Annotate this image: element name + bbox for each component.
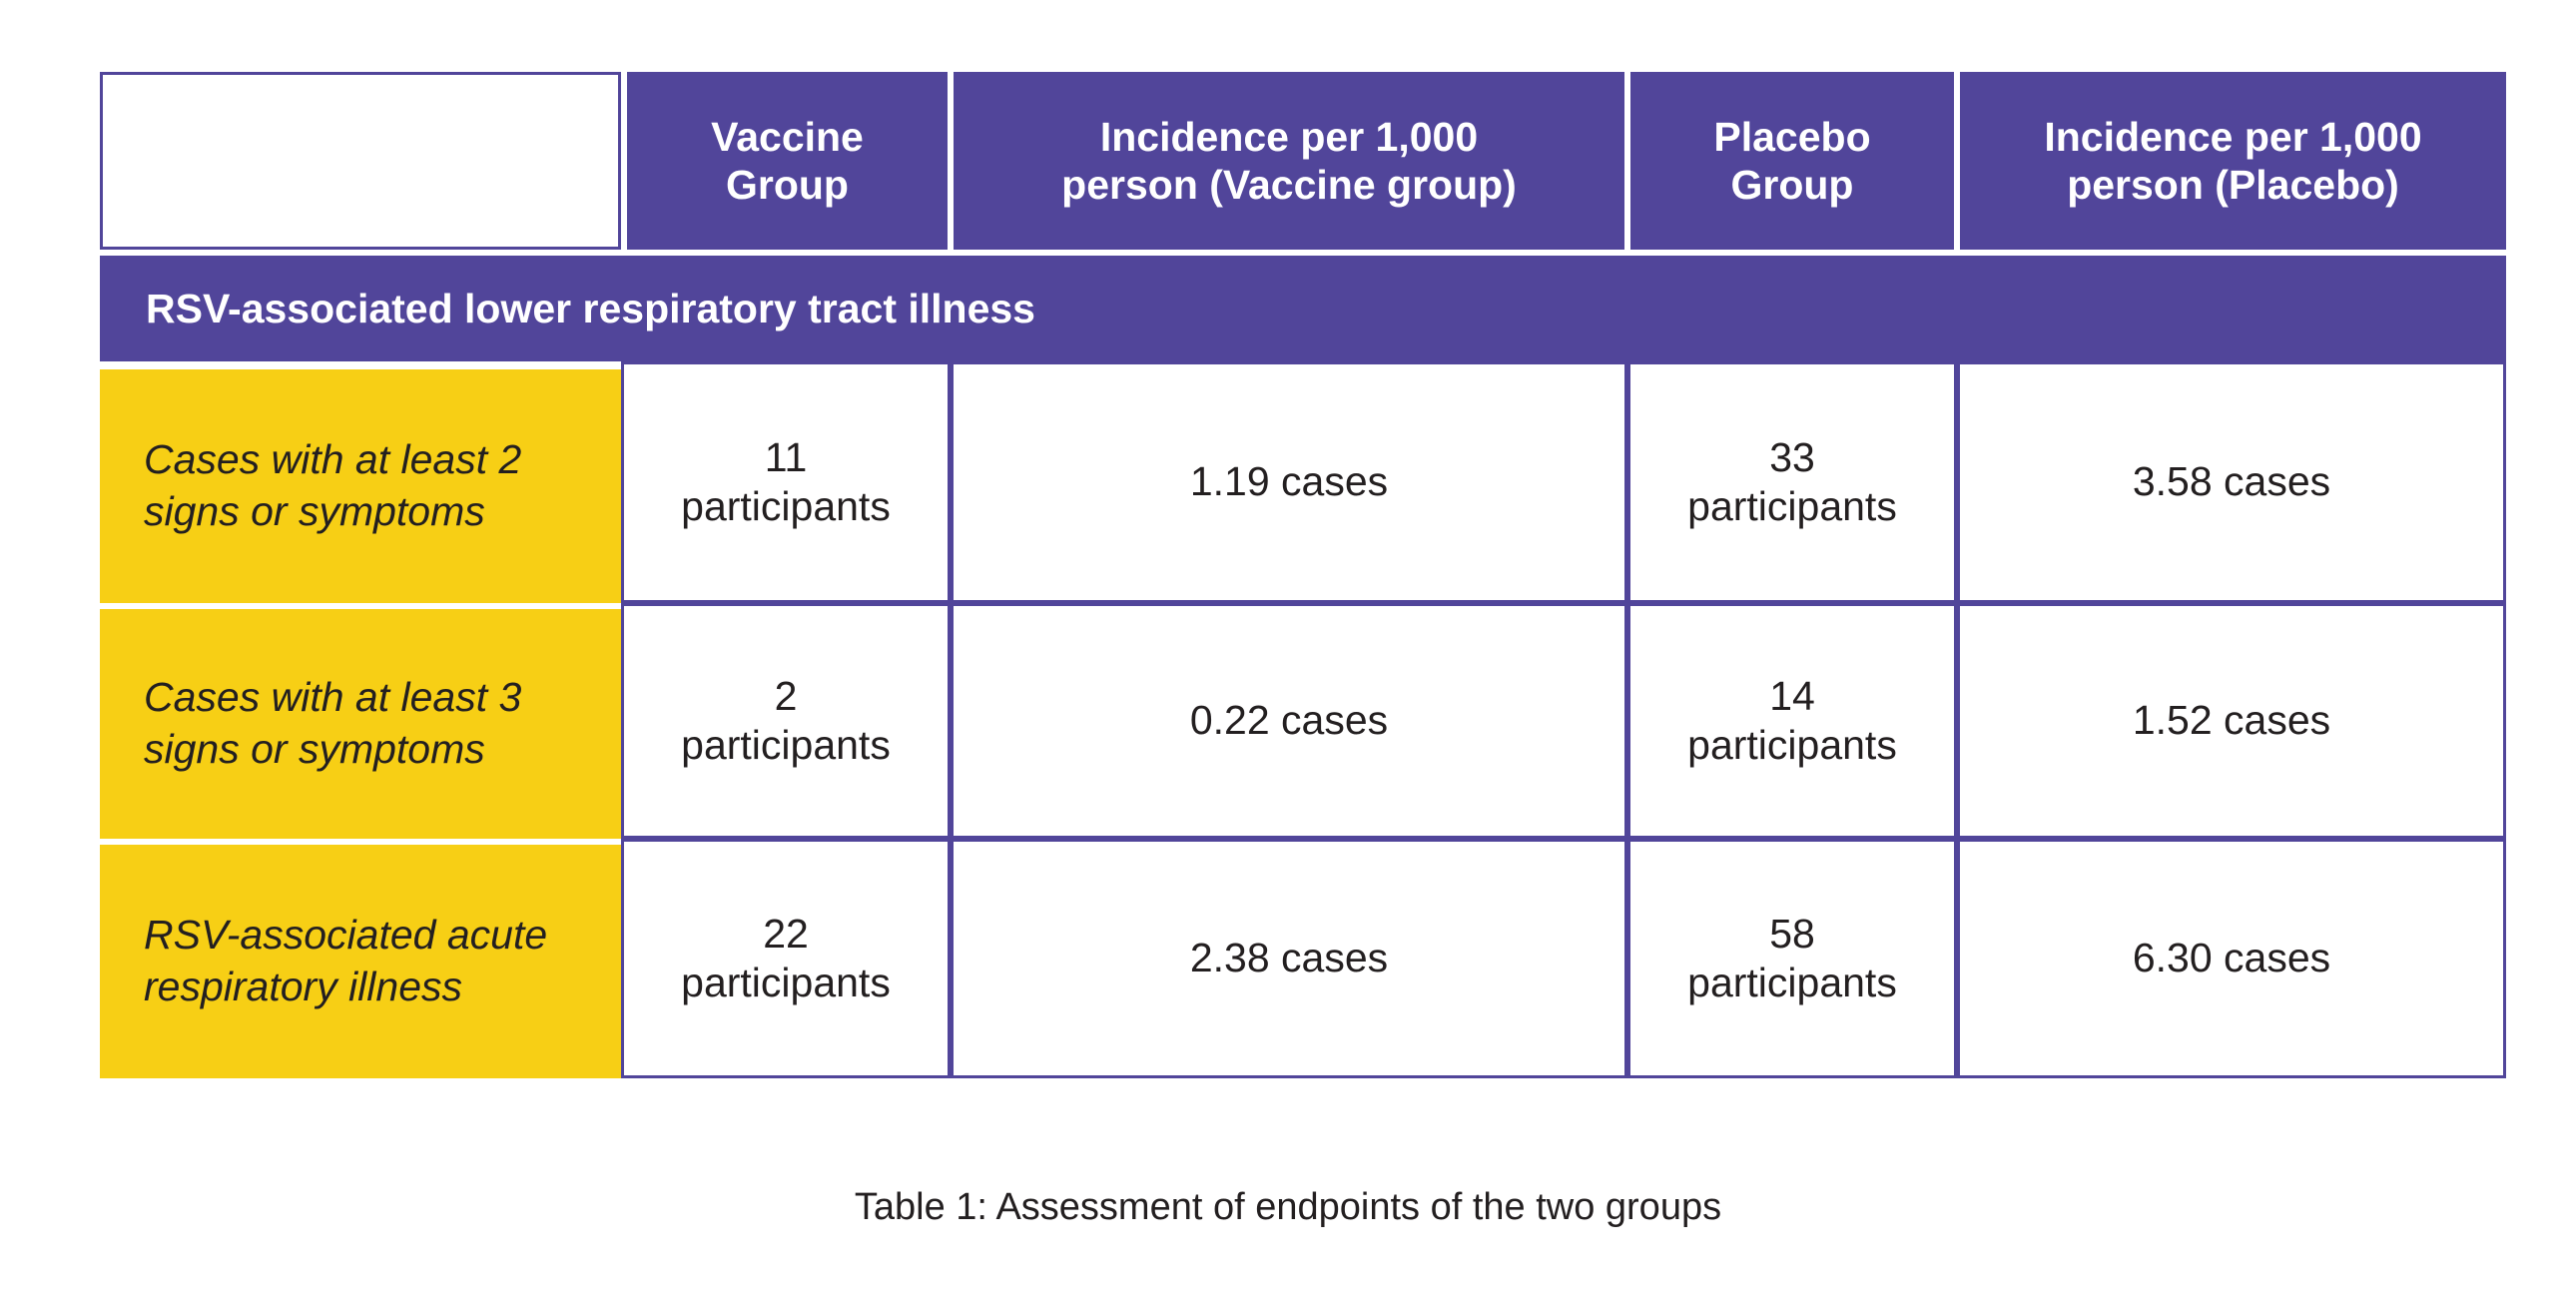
cell-vaccine-group-3-signs-count: 2 [774, 672, 798, 719]
cell-incidence-placebo-3-signs: 1.52 cases [1957, 603, 2506, 839]
table-container [100, 72, 2506, 1078]
cell-vaccine-group-2-signs-count: 11 [764, 433, 808, 480]
column-header-placebo-group [1627, 72, 1957, 250]
table-row [100, 361, 2506, 603]
row-label-acute-respiratory: RSV-associated acute respiratory illness [100, 839, 621, 1078]
cell-vaccine-group-2-signs [621, 361, 951, 603]
cell-vaccine-group-2-signs-unit: participants [681, 483, 891, 529]
cell-placebo-group-2-signs-unit: participants [1687, 483, 1897, 529]
column-header-vaccine-group-line2: Group [726, 162, 849, 208]
cell-incidence-vaccine-acute: 2.38 cases [951, 839, 1627, 1078]
table-header-row [100, 72, 2506, 250]
column-header-incidence-placebo [1957, 72, 2506, 250]
column-header-vaccine-group-line1: Vaccine [711, 113, 864, 160]
section-title: RSV-associated lower respiratory tract illness [100, 250, 2506, 361]
cell-vaccine-group-3-signs-unit: participants [681, 722, 891, 768]
header-corner-blank [100, 72, 621, 250]
column-header-vaccine-group [621, 72, 951, 250]
table-caption: Table 1: Assessment of endpoints of the two groups [854, 1186, 1722, 1228]
cell-placebo-group-acute-count: 58 [1769, 910, 1815, 957]
table-row [100, 603, 2506, 839]
column-header-incidence-placebo-line1: Incidence per 1,000 [2044, 113, 2422, 160]
cell-placebo-group-acute [1627, 839, 1957, 1078]
row-label-2-signs: Cases with at least 2 signs or symptoms [100, 361, 621, 603]
cell-placebo-group-3-signs-unit: participants [1687, 722, 1897, 768]
cell-vaccine-group-3-signs [621, 603, 951, 839]
cell-incidence-vaccine-2-signs: 1.19 cases [951, 361, 1627, 603]
column-header-incidence-placebo-line2: person (Placebo) [2067, 162, 2399, 208]
table-row [100, 839, 2506, 1078]
row-label-3-signs: Cases with at least 3 signs or symptoms [100, 603, 621, 839]
cell-vaccine-group-acute-unit: participants [681, 960, 891, 1005]
cell-placebo-group-2-signs-count: 33 [1769, 433, 1815, 480]
cell-incidence-vaccine-3-signs: 0.22 cases [951, 603, 1627, 839]
column-header-placebo-group-line1: Placebo [1713, 113, 1871, 160]
endpoint-table [100, 72, 2506, 1078]
column-header-placebo-group-line2: Group [1730, 162, 1854, 208]
cell-incidence-placebo-acute: 6.30 cases [1957, 839, 2506, 1078]
cell-incidence-placebo-2-signs: 3.58 cases [1957, 361, 2506, 603]
column-header-incidence-vaccine-line1: Incidence per 1,000 [1099, 113, 1479, 160]
column-header-incidence-vaccine [951, 72, 1627, 250]
section-band-row [100, 250, 2506, 361]
cell-vaccine-group-acute [621, 839, 951, 1078]
cell-placebo-group-3-signs [1627, 603, 1957, 839]
cell-placebo-group-acute-unit: participants [1687, 960, 1897, 1005]
cell-placebo-group-3-signs-count: 14 [1769, 672, 1815, 719]
column-header-incidence-vaccine-line2: person (Vaccine group) [1061, 162, 1517, 208]
cell-placebo-group-2-signs [1627, 361, 1957, 603]
cell-vaccine-group-acute-count: 22 [763, 910, 809, 957]
